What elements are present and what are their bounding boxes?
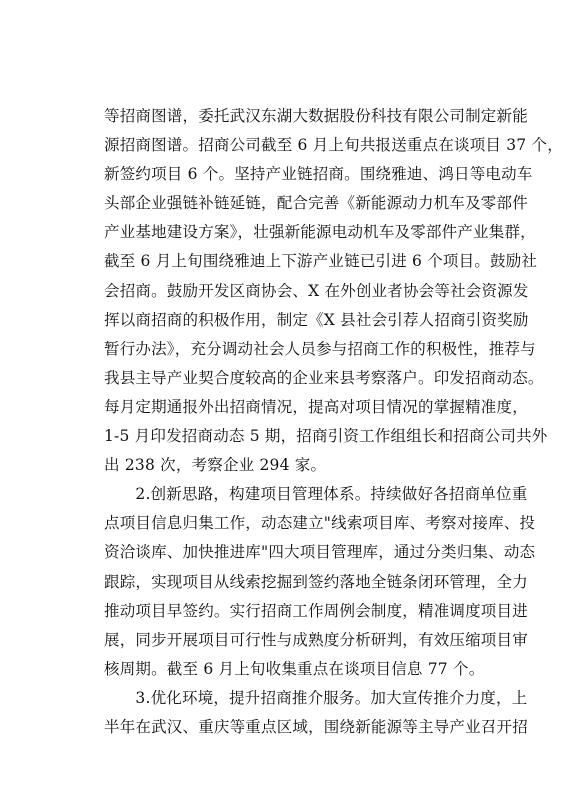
section-heading-line: 3.优化环境，提升招商推介服务。加大宣传推介力度，上	[104, 688, 528, 707]
text-line: 新签约项目 6 个。坚持产业链招商。围绕雅迪、鸿日等电动车	[104, 165, 533, 184]
text-line: 每月定期通报外出招商情况，提高对项目情况的掌握精准度，	[104, 397, 528, 416]
text-line: 暂行办法》，充分调动社会人员参与招商工作的积极性，推荐与	[104, 339, 536, 358]
text-line: 等招商图谱，委托武汉东湖大数据股份科技有限公司制定新能	[104, 107, 528, 125]
text-line: 会招商。鼓励开发区商协会、X 在外创业者协会等社会资源发	[104, 281, 529, 300]
text-line: 点项目信息归集工作，动态建立"线索项目库、考察对接库、投	[104, 514, 536, 533]
text-line: 推动项目早签约。实行招商工作周例会制度，精准调度项目进	[104, 601, 528, 620]
text-line: 跟踪，实现项目从线索挖掘到签约落地全链条闭环管理，全力	[104, 572, 528, 591]
body-text	[104, 102, 563, 742]
text-line: 产业基地建设方案》，壮强新能源电动机车及零部件产业集群，	[104, 223, 536, 242]
text-line: 核周期。截至 6 月上旬收集重点在谈项目信息 77 个。	[104, 659, 485, 678]
text-line: 头部企业强链补链延链，配合完善《新能源动力机车及零部件	[104, 194, 528, 213]
text-line: 截至 6 月上旬围绕雅迪上下游产业链已引进 6 个项目。鼓励社	[104, 252, 538, 271]
section-heading-line: 2.创新思路，构建项目管理体系。持续做好各招商单位重	[104, 485, 528, 504]
text-line: 展，同步开展项目可行性与成熟度分析研判，有效压缩项目审	[104, 630, 528, 649]
text-line: 半年在武汉、重庆等重点区域，围绕新能源等主导产业召开招	[104, 717, 528, 736]
text-line: 源招商图谱。招商公司截至 6 月上旬共报送重点在谈项目 37 个，	[104, 136, 563, 155]
text-line: 我县主导产业契合度较高的企业来县考察落户。印发招商动态。	[104, 368, 544, 387]
text-line: 资洽谈库、加快推进库"四大项目管理库，通过分类归集、动态	[104, 543, 536, 562]
text-line: 出 238 次，考察企业 294 家。	[104, 456, 327, 475]
text-line: 1-5 月印发招商动态 5 期，招商引资工作组组长和招商公司共外	[104, 427, 548, 446]
text-line: 挥以商招商的积极作用，制定《X 县社会引荐人招商引资奖励	[104, 310, 529, 329]
